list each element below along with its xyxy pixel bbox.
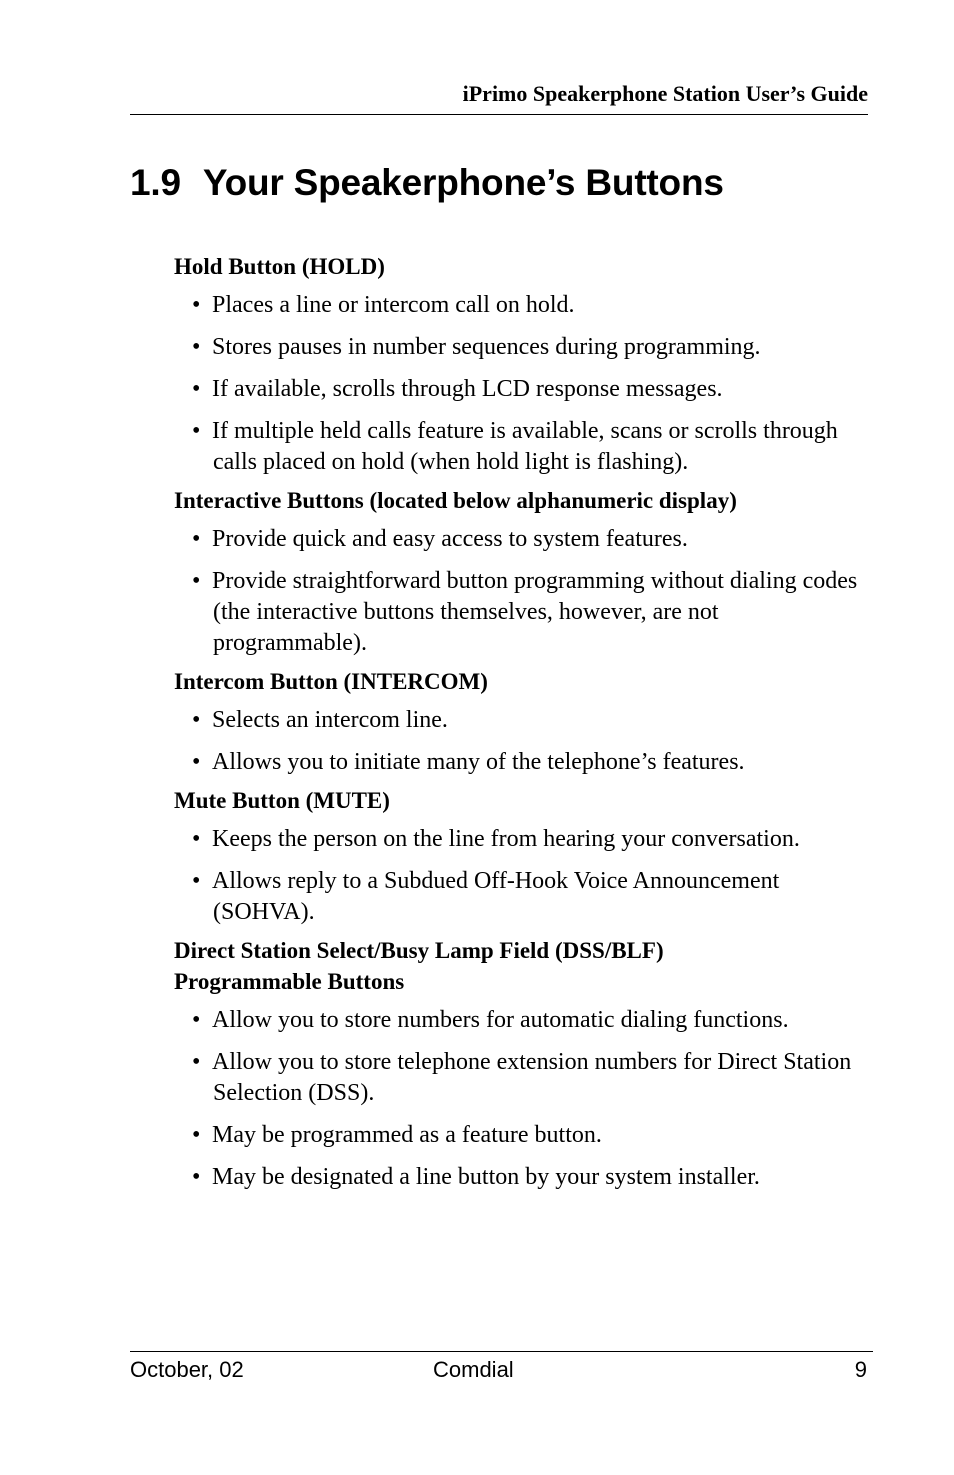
list-item: • Provide straightforward button programming without dialing codes (the interactive buttons themselves, however, are not programmable). bbox=[192, 568, 858, 656]
list-item: • May be designated a line button by your system installer. bbox=[174, 1162, 874, 1193]
header-title: iPrimo Speakerphone Station User’s Guide bbox=[462, 81, 868, 106]
list-item: • If multiple held calls feature is available, scans or scrolls through calls placed on hold (when hold light is flashing). bbox=[192, 418, 838, 475]
bullet-list bbox=[174, 705, 874, 778]
bullet-icon: • bbox=[192, 418, 201, 444]
section-number: 1.9 bbox=[130, 162, 181, 203]
bullet-icon: • bbox=[192, 526, 201, 552]
bullet-icon: • bbox=[192, 1122, 201, 1148]
bullet-icon: • bbox=[192, 826, 201, 852]
hold-button-section bbox=[174, 251, 874, 478]
section-title: Mute Button (MUTE) bbox=[174, 788, 390, 813]
bullet-icon: • bbox=[192, 1007, 201, 1033]
list-item: • Allows reply to a Subdued Off-Hook Voice Announcement (SOHVA). bbox=[192, 868, 780, 925]
page-title bbox=[130, 162, 724, 204]
footer-date: October, 02 bbox=[130, 1357, 244, 1382]
mute-button-section bbox=[174, 785, 874, 928]
bullet-list bbox=[174, 290, 874, 478]
bullet-icon: • bbox=[192, 1164, 201, 1190]
bullet-icon: • bbox=[192, 868, 201, 894]
list-item: • Allows you to initiate many of the telephone’s features. bbox=[174, 747, 874, 778]
section-content bbox=[174, 251, 874, 1200]
list-item: • Provide quick and easy access to system features. bbox=[174, 524, 874, 555]
dss-blf-section bbox=[174, 935, 874, 1193]
list-item: • Places a line or intercom call on hold. bbox=[174, 290, 874, 321]
page-header bbox=[130, 80, 868, 115]
section-title: Intercom Button (INTERCOM) bbox=[174, 669, 488, 694]
list-item: • If available, scrolls through LCD response messages. bbox=[174, 374, 874, 405]
bullet-icon: • bbox=[192, 1049, 201, 1075]
bullet-icon: • bbox=[192, 334, 201, 360]
intercom-button-section bbox=[174, 666, 874, 778]
interactive-buttons-section bbox=[174, 485, 874, 659]
bullet-list bbox=[174, 824, 874, 928]
section-heading-text: Your Speakerphone’s Buttons bbox=[202, 162, 724, 203]
footer-company: Comdial bbox=[433, 1357, 514, 1382]
section-title: Hold Button (HOLD) bbox=[174, 254, 385, 279]
list-item: • Allow you to store telephone extension numbers for Direct Station Selection (DSS). bbox=[192, 1049, 852, 1106]
list-item: • Keeps the person on the line from hearing your conversation. bbox=[174, 824, 874, 855]
bullet-list bbox=[174, 1005, 874, 1193]
list-item: • May be programmed as a feature button. bbox=[174, 1120, 874, 1151]
bullet-icon: • bbox=[192, 749, 201, 775]
bullet-icon: • bbox=[192, 707, 201, 733]
bullet-icon: • bbox=[192, 376, 201, 402]
bullet-list bbox=[174, 524, 874, 659]
list-item: • Allow you to store numbers for automatic dialing functions. bbox=[174, 1005, 874, 1036]
bullet-icon: • bbox=[192, 292, 201, 318]
section-title: Direct Station Select/Busy Lamp Field (DSS/BLF) Programmable Buttons bbox=[174, 938, 664, 994]
page-footer bbox=[130, 1351, 873, 1392]
page-number: 9 bbox=[854, 1357, 867, 1382]
list-item: • Selects an intercom line. bbox=[174, 705, 874, 736]
bullet-icon: • bbox=[192, 568, 201, 594]
list-item: • Stores pauses in number sequences during programming. bbox=[174, 332, 874, 363]
section-title: Interactive Buttons (located below alphanumeric display) bbox=[174, 488, 737, 513]
